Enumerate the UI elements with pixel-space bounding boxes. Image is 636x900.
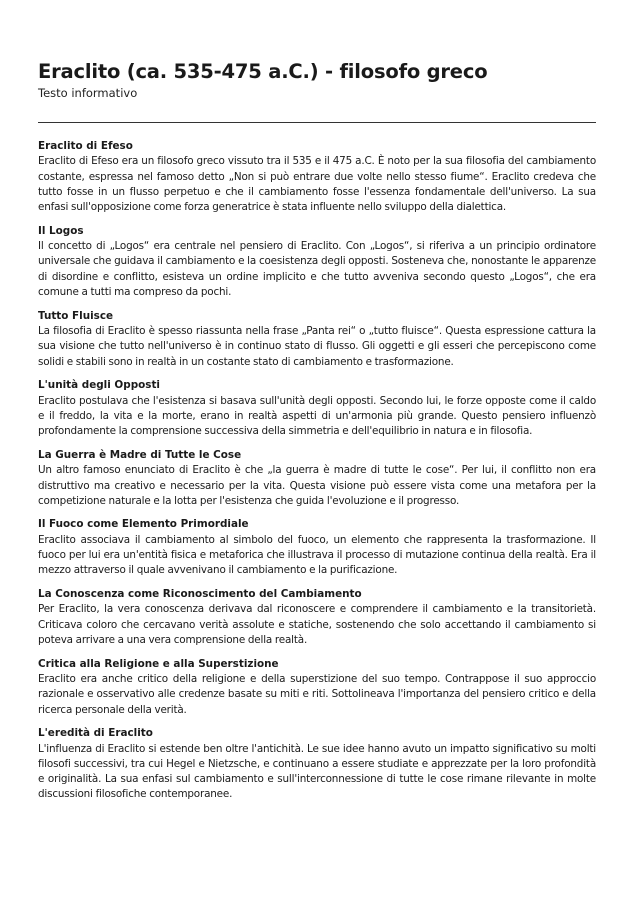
section-body: Un altro famoso enunciato di Eraclito è che „la guerra è madre di tutte le cose“. Per lui, il conflitto non era distruttivo ma creativo e necessario per la vita. Questa visione può essere vista come una metafora per la competizione naturale e la lotta per l'esistenza che guida l'evoluzione e il progresso. bbox=[38, 464, 596, 507]
section-eraclito-di-efeso bbox=[38, 139, 596, 215]
section-heading: Il Logos bbox=[38, 224, 84, 237]
section-heading: Il Fuoco come Elemento Primordiale bbox=[38, 518, 249, 531]
section-body: Eraclito era anche critico della religione e della superstizione del suo tempo. Contrappose il suo approccio razionale e osservativo alle credenze basate su miti e riti. Sottolineava l'importanza del pensiero critico e della ricerca personale della verità. bbox=[38, 672, 596, 716]
section-heading: L'eredità di Eraclito bbox=[38, 727, 153, 740]
section-heading: Critica alla Religione e alla Superstizione bbox=[38, 657, 279, 670]
section-il-logos bbox=[38, 224, 596, 300]
section-heading: Eraclito di Efeso bbox=[38, 140, 133, 152]
section-guerra-madre bbox=[38, 448, 596, 509]
section-fuoco bbox=[38, 517, 596, 578]
section-body: Il concetto di „Logos“ era centrale nel pensiero di Eraclito. Con „Logos“, si riferiva a un principio ordinatore universale che guidava il cambiamento e la coesistenza degli opposti. Sosteneva che, nonostante le apparenze di disordine e conflitto, esisteva un ordine implicito e che tutto avveniva secondo questo „Logos“, che era comune a tutti ma compreso da pochi. bbox=[38, 240, 596, 299]
section-body: Eraclito associava il cambiamento al simbolo del fuoco, un elemento che rappresenta la trasformazione. Il fuoco per lui era un'entità fisica e metaforica che illustrava il processo di mutazione continua della realtà. Era il mezzo attraverso il quale avvenivano il cambiamento e la purificazione. bbox=[38, 533, 596, 577]
sections-container bbox=[38, 139, 596, 811]
section-heading: La Conoscenza come Riconoscimento del Cambiamento bbox=[38, 588, 362, 601]
header-divider bbox=[38, 122, 596, 123]
page-subtitle: Testo informativo bbox=[38, 86, 138, 100]
section-body: Eraclito di Efeso era un filosofo greco vissuto tra il 535 e il 475 a.C. È noto per la sua filosofia del cambiamento costante, espressa nel famoso detto „Non si può entrare due volte nello stesso fiume“. Eraclito credeva che tutto fosse in un flusso perpetuo e che il cambiamento fosse l'essenza fondamentale dell'universo. La sua enfasi sull'opposizione come forza generatrice è stata influente nello sviluppo della dialettica. bbox=[38, 155, 596, 214]
page-title: Eraclito (ca. 535-475 a.C.) - filosofo greco bbox=[38, 60, 488, 83]
section-heading: L'unità degli Opposti bbox=[38, 379, 160, 392]
section-critica-religione bbox=[38, 657, 596, 718]
section-body: L'influenza di Eraclito si estende ben oltre l'antichità. Le sue idee hanno avuto un impatto significativo su molti filosofi successivi, tra cui Hegel e Nietzsche, e continuano a essere studiate e apprezzate per la loro profondità e originalità. La sua enfasi sul cambiamento e sull'interconnessione di tutte le cose rimane rilevante in molte discussioni filosofiche contemporanee. bbox=[38, 742, 596, 801]
section-eredita bbox=[38, 726, 596, 802]
section-tutto-fluisce bbox=[38, 309, 596, 370]
section-body: Per Eraclito, la vera conoscenza derivava dal riconoscere e comprendere il cambiamento e la transitorietà. Criticava coloro che cercavano verità assolute e statiche, sostenendo che solo accettando il cambiamento si poteva arrivare a una vera comprensione della realtà. bbox=[38, 603, 596, 646]
section-heading: Tutto Fluisce bbox=[38, 309, 114, 322]
section-conoscenza bbox=[38, 587, 596, 648]
section-unita-degli-opposti bbox=[38, 378, 596, 439]
section-heading: La Guerra è Madre di Tutte le Cose bbox=[38, 448, 242, 461]
section-body: Eraclito postulava che l'esistenza si basava sull'unità degli opposti. Secondo lui, le forze opposte come il caldo e il freddo, la vita e la morte, erano in realtà aspetti di un'armonia più grande. Questo pensiero influenzò profondamente la comprensione successiva della simmetria e dell'equilibrio in natura e in filosofia. bbox=[38, 394, 596, 438]
section-body: La filosofia di Eraclito è spesso riassunta nella frase „Panta rei“ o „tutto fluisce“. Questa espressione cattura la sua visione che tutto nell'universo è in continuo stato di flusso. Gli oggetti e gli esseri che percepiscono come solidi e stabili sono in realtà in un costante stato di cambiamento e trasformazione. bbox=[38, 325, 596, 368]
